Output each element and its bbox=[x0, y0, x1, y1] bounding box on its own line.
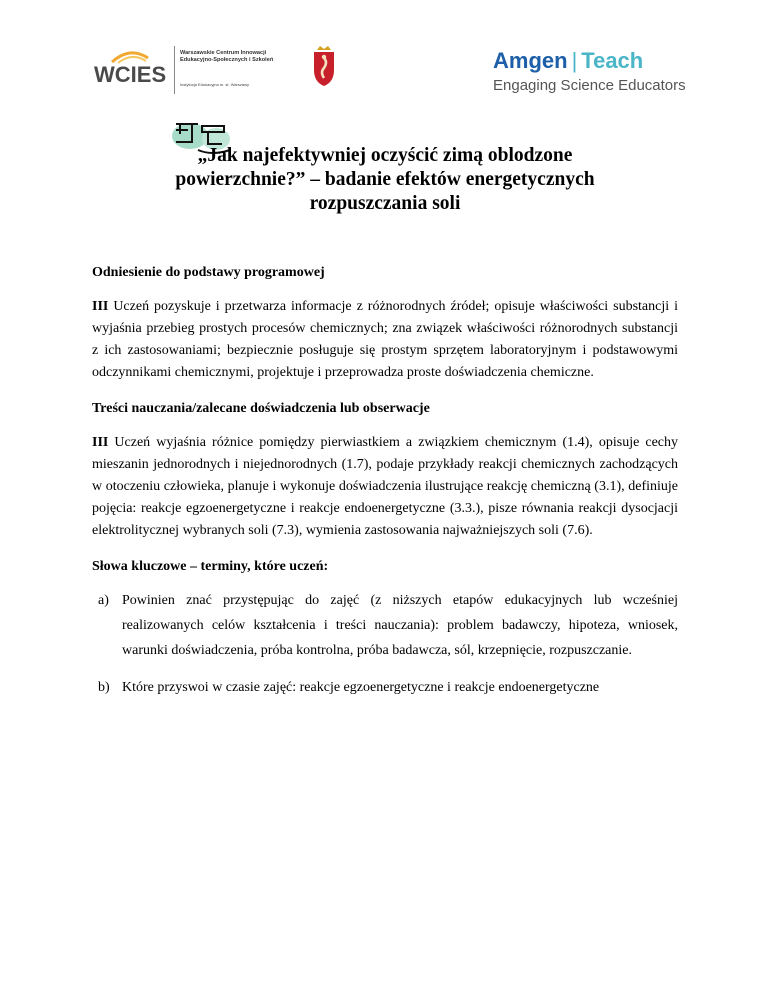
amgen-teach-logo bbox=[493, 48, 686, 102]
list-item bbox=[92, 675, 678, 700]
section-text-core-curriculum bbox=[92, 296, 678, 384]
list-item bbox=[92, 588, 678, 663]
page-title: „Jak najefektywniej oczyścić zimą oblodzone powierzchnie?” – badanie efektów energetycznych rozpuszczania soli bbox=[175, 145, 595, 214]
section-lead: III bbox=[92, 299, 109, 314]
amgen-separator: | bbox=[571, 48, 578, 73]
section-lead: III bbox=[92, 435, 109, 450]
section-heading-core-curriculum: Odniesienie do podstawy programowej bbox=[92, 265, 325, 280]
wcies-wordmark: WCIES bbox=[94, 62, 167, 87]
section-body: Uczeń wyjaśnia różnice pomiędzy pierwiastkiem a związkiem chemicznym (1.4), opisuje cechy mieszanin jednorodnych i niejednorodnych (1.7), podaje przykłady reakcji chemicznych zachodzących w otoczeniu człowieka, planuje i wykonuje doświadczenia ilustrujące reakcję chemiczną (3.1), definiuje pojęcia: reakcje egzoenergetyczne i reakcje endoenergetyczne (3.3.), pisze równania reakcji dysocjacji elektrolitycznej wybranych soli (7.3), wymienia zastosowania najważniejszych soli (7.6). bbox=[92, 435, 678, 538]
document-body bbox=[92, 262, 678, 700]
amgen-wordmark bbox=[493, 48, 643, 74]
wcies-org-name: Warszawskie Centrum Innowacji Edukacyjno-Społecznych i Szkoleń bbox=[180, 50, 274, 63]
warsaw-crest-icon bbox=[310, 44, 338, 88]
section-text-teaching-content bbox=[92, 432, 678, 542]
wcies-org-sub: Instytucja Edukacyjna m. st. Warszawy bbox=[180, 82, 249, 87]
section-body: Uczeń pozyskuje i przetwarza informacje z różnorodnych źródeł; opisuje właściwości substancji i wyjaśnia przebieg prostych procesów chemicznych; zna związek właściwości różnorodnych substancji z ich zastosowaniami; bezpiecznie posługuje się prostym sprzętem laboratoryjnym i podstawowymi odczynnikami chemicznymi, projektuje i przeprowadza proste doświadczenia chemiczne. bbox=[92, 299, 678, 380]
wcies-divider bbox=[174, 46, 175, 94]
list-marker: a) bbox=[98, 593, 109, 608]
list-item-text: Powinien znać przystępując do zajęć (z niższych etapów edukacyjnych lub wcześniej realizowanych celów kształcenia i treści nauczania): problem badawczy, hipoteza, wniosek, warunki doświadczenia, próba kontrolna, próba badawcza, sól, krzepnięcie, rozpuszczanie. bbox=[122, 593, 678, 658]
amgen-tagline: Engaging Science Educators bbox=[493, 77, 686, 94]
keywords-list bbox=[92, 588, 678, 700]
amgen-brand: Amgen bbox=[493, 48, 568, 73]
wcies-logo bbox=[92, 44, 310, 96]
section-heading-teaching-content: Treści nauczania/zalecane doświadczenia lub obserwacje bbox=[92, 401, 430, 416]
list-item-text: Które przyswoi w czasie zajęć: reakcje egzoenergetyczne i reakcje endoenergetyczne bbox=[122, 680, 600, 695]
list-marker: b) bbox=[98, 680, 110, 695]
amgen-product: Teach bbox=[581, 48, 644, 73]
section-heading-keywords: Słowa kluczowe – terminy, które uczeń: bbox=[92, 559, 329, 574]
